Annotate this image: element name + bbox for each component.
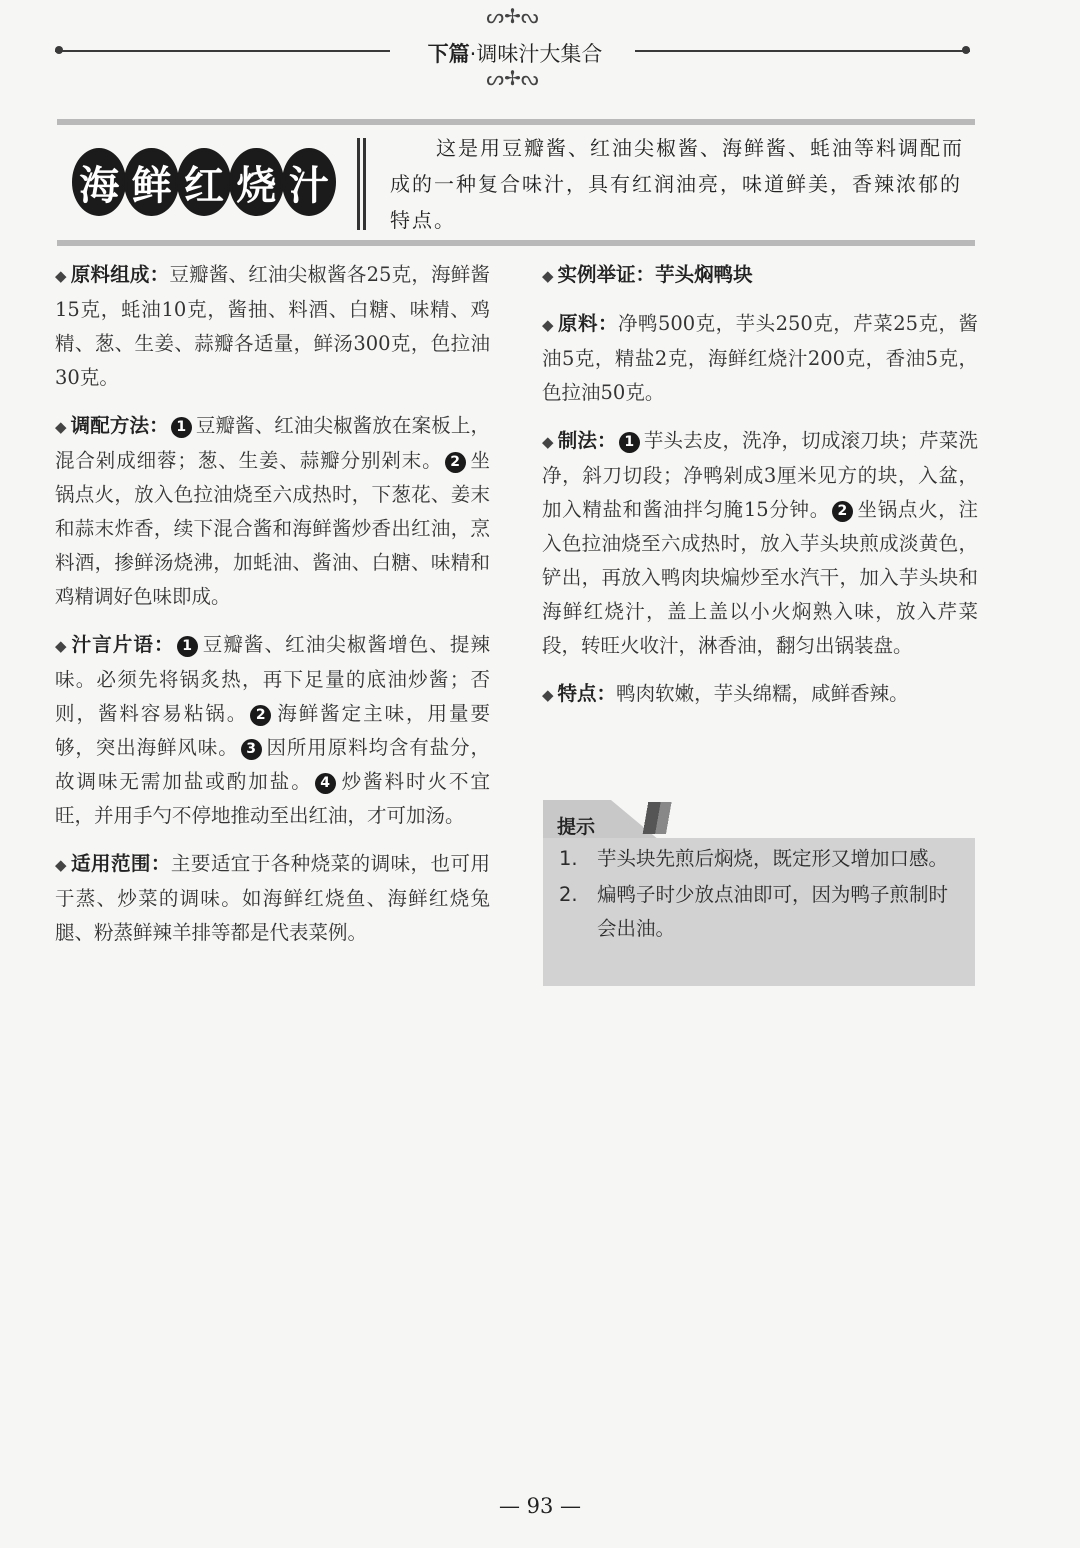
title-band-bottom: [57, 240, 975, 246]
ingredients-text: 豆瓣酱、红油尖椒酱各25克，海鲜酱15克，蚝油10克，酱抽、料酒、白糖、味精、鸡精、葱、生姜、蒜瓣各适量，鲜汤300克，色拉油30克。: [55, 263, 490, 389]
method-label: 调配方法：: [70, 414, 169, 437]
step-number-icon: 3: [241, 739, 262, 760]
page-header: [55, 0, 970, 105]
ingredients-section: [55, 258, 490, 395]
step-number-icon: 1: [177, 636, 198, 657]
tip-item: [559, 878, 964, 946]
ingredients-label: 原料组成：: [70, 263, 170, 286]
title-char: 海: [72, 148, 126, 216]
example-feature: [542, 677, 978, 712]
recipe-title: [72, 148, 334, 216]
step-number-icon: 2: [832, 501, 853, 522]
header-line-left: [55, 50, 390, 52]
example-label: 实例举证：: [557, 263, 656, 286]
note-item: 炒酱料时火不宜旺，并用手勺不停地推动至出红油，才可加汤。: [55, 770, 490, 827]
tip-item: [559, 842, 964, 876]
step-number-icon: 2: [250, 705, 271, 726]
scope-text: 主要适宜于各种烧菜的调味，也可用于蒸、炒菜的调味。如海鲜红烧鱼、海鲜红烧兔腿、粉蒸鲜辣羊排等都是代表菜例。: [55, 852, 490, 944]
title-divider: [363, 138, 366, 230]
ornament-top-icon: ᔕ✢ᔓ: [486, 4, 539, 28]
header-line-dot-right: [962, 46, 970, 54]
method-section: [55, 409, 490, 614]
diamond-bullet-icon: ◆: [542, 433, 554, 451]
method-step: 坐锅点火，放入色拉油烧至六成热时，下葱花、姜末和蒜末炸香，续下混合酱和海鲜酱炒香出红油，烹料酒，掺鲜汤烧沸，加蚝油、酱油、白糖、味精和鸡精调好色味即成。: [55, 449, 490, 608]
note-item: 海鲜酱定主味，用量要够，突出海鲜风味。: [55, 702, 490, 759]
feature-text: 鸭肉软嫩，芋头绵糯，咸鲜香辣。: [616, 682, 909, 705]
left-column: [55, 258, 490, 964]
header-line-right: [635, 50, 970, 52]
diamond-bullet-icon: ◆: [542, 267, 554, 285]
example-heading: [542, 258, 978, 293]
title-char: 烧: [229, 148, 283, 216]
right-column: [542, 258, 978, 726]
method-step: 豆瓣酱、红油尖椒酱放在案板上，混合剁成细蓉；葱、生姜、蒜瓣分别剁末。: [55, 414, 490, 472]
page-number: — 93 —: [498, 1494, 582, 1518]
note-item: 豆瓣酱、红油尖椒酱增色、提辣味。必须先将锅炙热，再下足量的底油炒酱；否则，酱料容易粘锅。: [55, 633, 490, 725]
diamond-bullet-icon: ◆: [542, 686, 554, 704]
tip-box: [543, 800, 975, 986]
title-char: 红: [177, 148, 231, 216]
title-char: 汁: [282, 148, 336, 216]
notes-label: 汁言片语：: [71, 633, 175, 656]
step-number-icon: 4: [315, 773, 336, 794]
recipe-intro: 这是用豆瓣酱、红油尖椒酱、海鲜酱、蚝油等料调配而成的一种复合味汁，具有红润油亮，味道鲜美，香辣浓郁的特点。: [390, 136, 964, 232]
tip-label: 提示: [557, 816, 596, 838]
example-ingredients-label: 原料：: [558, 312, 618, 335]
example-title: 芋头焖鸭块: [655, 263, 753, 286]
section-name: 调味汁大集合: [476, 42, 603, 66]
step-number-icon: 1: [619, 432, 640, 453]
tip-stripe-decoration: [625, 802, 697, 834]
scope-label: 适用范围：: [71, 852, 171, 875]
diamond-bullet-icon: ◆: [55, 267, 67, 285]
notes-section: [55, 628, 490, 833]
ornament-bottom-icon: ᔕ✢ᔓ: [486, 66, 539, 90]
example-method-label: 制法：: [557, 429, 617, 452]
diamond-bullet-icon: ◆: [55, 856, 68, 874]
example-ingredients-text: 净鸭500克，芋头250克，芹菜25克，酱油5克，精盐2克，海鲜红烧汁200克，香油5克，色拉油50克。: [542, 312, 978, 404]
example-ingredients: [542, 307, 978, 410]
tip-item-number: 2.: [559, 883, 578, 906]
note-item: 因所用原料均含有盐分，故调味无需加盐或酌加盐。: [55, 736, 490, 793]
tip-item-text: 芋头块先煎后焖烧，既定形又增加口感。: [597, 847, 949, 870]
step-number-icon: 1: [171, 417, 192, 438]
tip-list: [559, 842, 964, 948]
title-divider: [357, 138, 360, 230]
tip-item-text: 煸鸭子时少放点油即可，因为鸭子煎制时会出油。: [597, 883, 949, 940]
section-separator: ·: [469, 42, 477, 66]
section-label: 下篇: [427, 42, 470, 66]
method-step: 坐锅点火，注入色拉油烧至六成热时，放入芋头块煎成淡黄色，铲出，再放入鸭肉块煸炒至水汽干，加入芋头块和海鲜红烧汁，盖上盖以小火焖熟入味，放入芹菜段，转旺火收汁，淋香油，翻匀出锅装盘。: [542, 498, 978, 657]
diamond-bullet-icon: ◆: [542, 316, 555, 334]
tip-item-number: 1.: [559, 847, 578, 870]
method-step: 芋头去皮，洗净，切成滚刀块；芹菜洗净，斜刀切段；净鸭剁成3厘米见方的块，入盆，加入精盐和酱油拌匀腌15分钟。: [542, 429, 978, 521]
section-title: [400, 38, 630, 68]
scope-section: [55, 847, 490, 950]
title-char: 鲜: [124, 148, 178, 216]
step-number-icon: 2: [445, 452, 466, 473]
diamond-bullet-icon: ◆: [55, 637, 68, 655]
feature-label: 特点：: [557, 682, 617, 705]
title-band-top: [57, 119, 975, 125]
example-method: [542, 424, 978, 663]
diamond-bullet-icon: ◆: [55, 418, 67, 436]
